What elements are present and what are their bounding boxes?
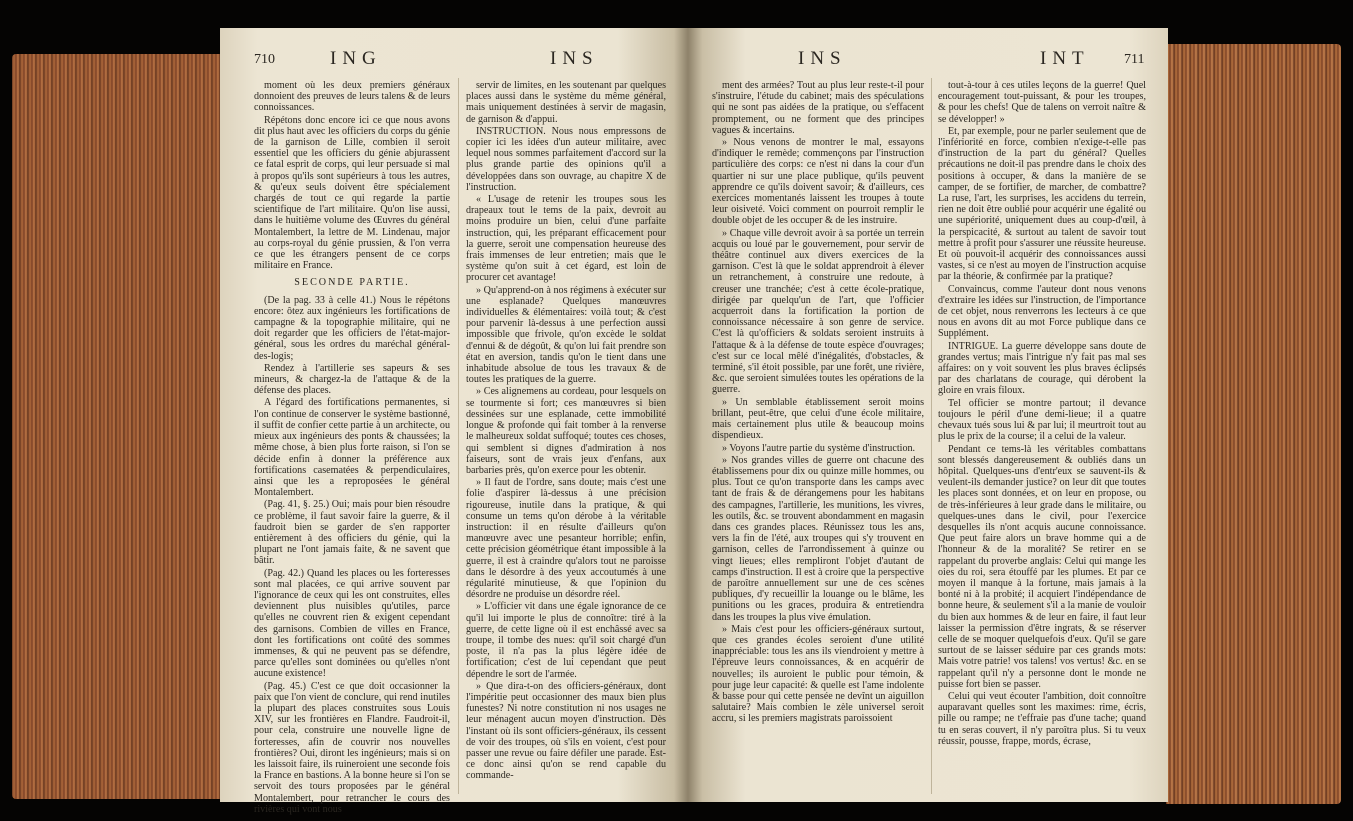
column-rule [931,78,932,794]
paragraph: (Pag. 42.) Quand les places ou les forteresses sont mal placées, ce qui arrive souvent par l'ignorance de ceux qui les ont construites, elles deviennent plus nuisibles qu'utiles, parce qu'elles ne couvrent rien & exigent cependant des garnisons. Combien de villes en France, dont les fortifications ont coûté des sommes immenses, & qui ne peuvent pas se défendre, parce qu'elles sont dominées ou qu'elles n'ont aucune existence! [254,567,450,680]
left-page-column-2 [466,80,666,792]
paragraph: tout-à-tour à ces utiles leçons de la guerre! Quel encouragement tout-puissant, & pour les troupes, & pour les chefs! Que de talens on verroit naître & se développer! » [938,80,1146,125]
paragraph: » Mais c'est pour les officiers-généraux surtout, que ces grandes écoles seroient d'une utilité inappréciable: tous les ans ils viendroient y mettre à l'épreuve leurs connoissances, & en acquérir de nouvelles; ils auroient le public pour témoin, & pour juge leur capacité: & quelle est l'ame indolente & basse pour qui cette pensée ne devînt un aiguillon salutaire? Mais combien le zèle universel seroit accru, si les premiers magistrats paroissoient [712,623,924,725]
left-running-head-right: INS [550,48,599,69]
left-page-edges [12,54,222,799]
paragraph: » Nos grandes villes de guerre ont chacune des établissemens pour dix ou quinze mille hommes, ou plus. Tout ce qu'on transporte dans les camps avec tant de frais & de dérangemens pour les habitans des campagnes, l'artillerie, les munitions, les vivres, les outils, &c. se trouvent abondamment en magasin dans ces grandes places. Réunissez tous les ans, vers la fin de l'été, aux troupes qui s'y trouvent en garnison, celles de l'arrondissement à quinze ou vingt lieues; elles rempliront l'objet d'autant de camps d'instruction. Il est à croire que la perspective de paroître annuellement sur une de ces scènes publiques, d'y recueillir la louange ou le blâme, les punitions ou les graces, produira & entretiendra dans les troupes la plus vive émulation. [712,454,924,623]
left-page-column-1 [254,80,450,815]
paragraph: A l'égard des fortifications permanentes, si l'on continue de conserver le système bastionné, il suffit de confier cette partie à un architecte, ou mieux aux ingénieurs des ponts & chaussées; la même chose, à bien plus forte raison, si l'on se décide enfin à donner la préférence aux fortifications casematées & perpendiculaires, ainsi que les a reproposées le général Montalembert. [254,397,450,499]
paragraph: (Pag. 41, §. 25.) Oui; mais pour bien résoudre ce problème, il faut savoir faire la guerre, & il faudroit bien se garder de s'en rapporter entièrement à des officiers du génie, qui la plupart ne l'ont jamais faite, & ne savent que bâtir. [254,499,450,567]
paragraph: » L'officier vit dans une égale ignorance de ce qu'il lui importe le plus de connoître: tiré à la guerre, de cette ligne où il est enchâssé avec sa troupe, il tombe des nues: qu'il soit chargé d'un poste, il n'a pas la plus légère idée de fortification; c'est de lui cependant que peut dépendre le sort de l'armée. [466,601,666,680]
paragraph: servir de limites, en les soutenant par quelques places aussi dans le système du même général, mais uniquement destinées à servir de magasin, de garnison & d'appui. [466,80,666,125]
paragraph: Répétons donc encore ici ce que nous avons dit plus haut avec les officiers du corps du génie de la garnison de Lille, combien il seroit essentiel que les officiers du génie abjurassent ce fatal esprit de corps, qui leur persuade si mal à propos qu'ils sont supérieurs à tous les autres, & qu'eux seuls doivent être spécialement chargés de tout ce qui regarde la partie scientifique de l'art militaire. Qu'on lise aussi, dans le huitième volume des Œuvres du général Montalembert, la lettre de M. Lindenau, major au corps-royal du génie prussien, & l'on verra ce que les étrangers pensent de ce corps militaire en France. [254,114,450,272]
column-rule [458,78,459,794]
paragraph: Pendant ce tems-là les véritables combattans sont blessés dangereusement & oubliés dans un hôpital. Quelques-uns d'entr'eux se sauvent-ils & veulent-ils demander justice? on leur dit que toutes les places sont données, et on leur en propose, ou de très-inférieures à leur grade dans le militaire, ou quelques-unes dans le civil, pour l'exercice desquelles ils n'ont acquis aucune connoissance. Que peut faire alors un brave homme qui a de l'honneur & de la moralité? Se retirer en se rappelant du proverbe anglais: Celui qui mange les oies du roi, sera étouffé par les plumes. Et par ce moyen il manque à la fortune, mais jamais à la bonté ni à la probité; il acquiert l'indépendance de bonne heure, & seulement s'il a la manie de vouloir du bien aux hommes & de leur en faire, il faut leur laisser la permission d'être ingrats, & se réserver celle de se moquer quelquefois d'eux. Qu'il se gare surtout de se laisser séduire par ces grands mots: Mais votre patrie! vos talens! vos vertus! &c. en se rappelant qu'il n'y a personne dont le monde ne puisse fort bien se passer. [938,443,1146,690]
paragraph: » Que dira-t-on des officiers-généraux, dont l'impéritie peut occasionner des maux bien plus funestes? Ni notre constitution ni nos usages ne leur ménagent aucun moyen d'instruction. Dès l'instant où ils sont officiers-généraux, ils cessent de voir des troupes, où s'ils en voient, c'est pour passer une revue ou faire défiler une parade. Est-ce donc ainsi qu'on se rend capable du commande- [466,680,666,782]
paragraph: » Nous venons de montrer le mal, essayons d'indiquer le remède; commençons par l'instruction particulière des corps: ce n'est ni dans la cour d'un quartier ni sur une place publique, qu'ils peuvent apprendre ce qu'ils doivent savoir; & d'ailleurs, ces exercices momentanés laissent les troupes à toute leur oisiveté. Voici comment on pourroit remplir le double objet de les occuper & de les instruire. [712,137,924,227]
paragraph: » Il faut de l'ordre, sans doute; mais c'est une folie d'aspirer là-dessus à une précision rigoureuse, inutile dans la pratique, & qui consume un tems qu'on dérobe à la véritable instruction: il en résulte d'ailleurs qu'on manœuvre avec une pesanteur horrible; enfin, cette précision géométrique étant impossible à la guerre, il est à craindre qu'alors tout ne paroisse dans le désordre à des yeux accoutumés à une régularité minutieuse, & que l'opinion du désordre ne produise un désordre réel. [466,477,666,601]
right-running-head-left: INS [798,48,847,69]
paragraph: SECONDE PARTIE. [294,277,410,289]
paragraph: (Pag. 45.) C'est ce que doit occasionner la paix que l'on vient de conclure, qui rend inutiles la plupart des places construites sous Louis XIV, sur les frontières en Flandre. Faudroit-il, pour cela, construire une nouvelle ligne de forteresses, afin de couvrir nos nouvelles frontières? Oui, diront les ingénieurs; mais si on les laissoit faire, ils ruineroient une seconde fois la France en bastions. A la bonne heure si l'on se servoit des tours proposées par le général Montalembert, pour retrancher le cours des rivières qui vont nous [254,680,450,815]
paragraph: » Voyons l'autre partie du système d'instruction. [722,442,916,454]
paragraph: Tel officier se montre partout; il devance toujours le péril d'une demi-lieue; il a quatre chevaux tués sous lui & par lui; il meurtroit tout au plus le prix de la course; il a celui de la valeur. [938,397,1146,443]
right-running-head-right: INT [1040,48,1090,69]
paragraph: (De la pag. 33 à celle 41.) Nous le répétons encore: ôtez aux ingénieurs les fortifications de campagne & la topographie militaire, qui ne doit regarder que les officiers de l'état-major-général, sous les ordres du maréchal général-des-logis; [254,294,450,362]
paragraph: » Chaque ville devroit avoir à sa portée un terrein acquis ou loué par le gouvernement, pour servir de théâtre continuel aux divers exercices de la garnison. C'est là que le soldat apprendroit à élever un retranchement, à construire une redoute, à creuser une tranchée; c'est à cette école-pratique, dirigée par quelqu'un de l'art, que l'officier acquerroit dans la fortification la portion de connoissance nécessaire à son genre de service. C'est là qu'officiers & soldats seroient instruits à l'attaque & à la défense de toute espèce d'ouvrages; c'est sur ce local mêlé d'inégalités, d'obstacles, & terminé, s'il étoit possible, par une forêt, une rivière, &c. que seroient simulées toutes les opérations de la guerre. [712,227,924,396]
paragraph: » Ces alignemens au cordeau, pour lesquels on se tourmente si fort; ces manœuvres si bien dessinées sur une esplanade, cette immobilité longue & profonde qui fait tomber à la renverse le malheureux soldat suffoqué; toutes ces choses, qui semblent si dignes d'admiration à nos faiseurs, sont de vrais jeux d'enfans, aux barbaries près, qu'on exerce pour les obtenir. [466,386,666,476]
paragraph: Convaincus, comme l'auteur dont nous venons d'extraire les idées sur l'instruction, de l'importance de cet objet, nous renverrons les lecteurs à ce que nous en avons dit au mot Force publique dans ce Supplément. [938,283,1146,340]
open-book [12,14,1341,815]
left-page-header [220,48,688,74]
paragraph: » Qu'apprend-on à nos régimens à exécuter sur une esplanade? Quelques manœuvres individuelles & élémentaires: voilà tout; & c'est pour parvenir là-dessus à une perfection aussi impossible que frivole, qu'on excède le soldat d'ennui & de dégoût, & qu'on lui fait prendre son état en aversion, tandis qu'on le tient dans une inhabitude absolue de tous les travaux & de toutes les pratiques de la guerre. [466,284,666,386]
paragraph: « L'usage de retenir les troupes sous les drapeaux tout le tems de la paix, devroit au moins produire un bien, celui d'une parfaite instruction, qui, les préparant efficacement pour la guerre, seroit une compensation heureuse des frais immenses de leur entretien; mais que le système qu'on suit à cet égard, est loin de procurer cet avantage! [466,194,666,284]
left-running-head-left: ING [330,48,382,69]
right-page-column-2 [938,80,1146,792]
paragraph: INSTRUCTION. Nous nous empressons de copier ici les idées d'un auteur militaire, avec lequel nous sommes parfaitement d'accord sur la plus grande partie des opinions qu'il a développées dans son ouvrage, au chapitre X de l'instruction. [466,125,666,193]
right-page-number: 711 [1124,52,1145,67]
right-page-column-1 [712,80,924,792]
paragraph: ment des armées? Tout au plus leur reste-t-il pour s'instruire, l'étude du cabinet; mais des spéculations qui ne sont pas aidées de la pratique, ou s'effacent promptement, ou ne forment que des principes vagues & incertains. [712,80,924,136]
right-page-header [688,48,1168,74]
paragraph: Rendez à l'artillerie ses sapeurs & ses mineurs, & chargez-la de l'attaque & de la défense des places. [254,362,450,397]
paragraph: Et, par exemple, pour ne parler seulement que de l'infériorité en force, combien n'exige-t-elle pas d'instruction de la part du général? Quelles précautions ne doit-il pas prendre dans le choix des positions à occuper, & dans la manière de se camper, de se fortifier, de marcher, de combattre? La ruse, l'art, les surprises, les accidens du terrein, rien ne doit être oublié pour acquérir une égalité ou une supériorité, uniquement dues au coup-d'œil, à la perspicacité, & surtout au talent de savoir tout mettre à profit pour s'assurer une réussite heureuse. Et où pouvoit-il acquérir des connoissances aussi vastes, si ce n'est au moyen de l'instruction acquise par la théorie, & confirmée par la pratique? [938,125,1146,283]
left-page [220,28,688,815]
paragraph: INTRIGUE. La guerre développe sans doute de grandes vertus; mais l'intrigue n'y fait pas mal ses affaires: on y voit souvent les plus braves éclipsés par des charlatans de courage, qui dérobent la gloire en vrais filoux. [938,340,1146,397]
paragraph: » Un semblable établissement seroit moins brillant, peut-être, que celui d'une école militaire, mais certainement plus utile & beaucoup moins dispendieux. [712,396,924,442]
paragraph: moment où les deux premiers généraux donnoient des preuves de leurs talens & de leurs connoissances. [254,80,450,114]
right-page-edges [1166,44,1341,804]
paragraph: Celui qui veut écouter l'ambition, doit connoître auparavant quelles sont les maximes: rime, écris, pille ou rampe; ne t'effraie pas d'une tache; quand tu en seras couvert, il n'y paroîtra plus. Si tu veux réussir, pousse, frappe, mords, écrase, [938,690,1146,747]
right-page [688,28,1168,802]
left-page-number: 710 [254,52,275,67]
